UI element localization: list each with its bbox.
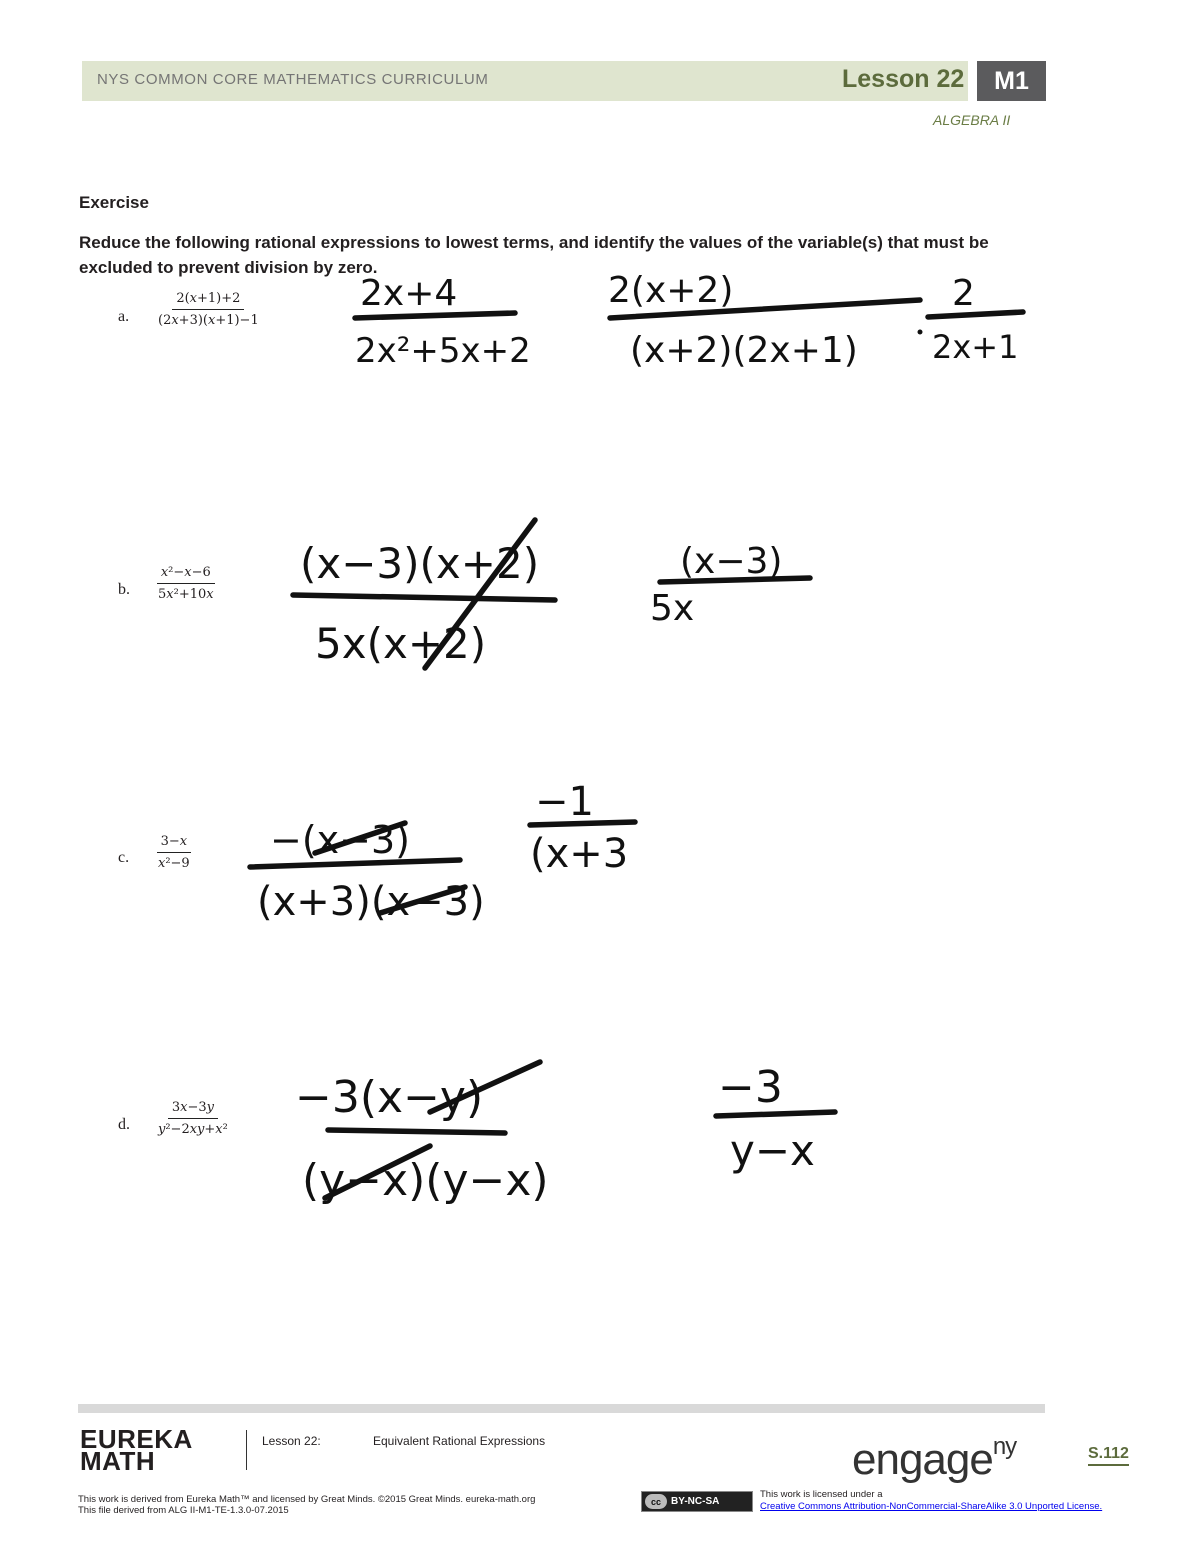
a-step2-numerator: 2(x+2) xyxy=(608,270,734,311)
curriculum-title: NYS COMMON CORE MATHEMATICS CURRICULUM xyxy=(97,71,489,88)
cc-badge-label: BY-NC-SA xyxy=(671,1496,720,1507)
a-step1-numerator: 2x+4 xyxy=(360,273,458,314)
b-final-numerator: (x−3) xyxy=(680,541,783,582)
exercise-title: Exercise xyxy=(79,193,149,212)
d-step1-bar xyxy=(328,1130,505,1133)
problem-a-numerator: 2(𝑥+1)+2 xyxy=(172,291,244,310)
problem-c-denominator: 𝑥²−9 xyxy=(158,856,190,871)
b-step1-denominator: 5x(x+2) xyxy=(315,619,487,668)
c-final-numerator: −1 xyxy=(535,779,594,825)
c-step1-numerator: −(x−3) xyxy=(270,818,410,862)
d-final-denominator: y−x xyxy=(730,1126,815,1175)
derived-line-1: This work is derived from Eureka Math™ and licensed by Great Minds. ©2015 Great Minds. eureka-math.org xyxy=(78,1494,536,1505)
footer-lesson: Lesson 22: xyxy=(262,1434,321,1448)
problem-a-label: a. xyxy=(118,308,130,325)
lesson-number: Lesson 22 xyxy=(842,65,965,93)
license-line-1: This work is licensed under a xyxy=(760,1489,883,1500)
c-step1-denominator: (x+3)(x−3) xyxy=(257,879,485,925)
a-step2-denominator: (x+2)(2x+1) xyxy=(630,330,858,371)
problem-c-handwriting xyxy=(245,775,685,935)
engage-ny: ny xyxy=(992,1433,1017,1460)
footer-rule xyxy=(78,1404,1045,1413)
problem-d-label: d. xyxy=(118,1116,130,1133)
problem-a-fraction xyxy=(154,291,263,328)
engage-text: engage xyxy=(852,1435,993,1484)
b-step1-bar xyxy=(293,595,555,600)
course-name: ALGEBRA II xyxy=(933,112,1011,128)
page-number: S.112 xyxy=(1088,1445,1129,1466)
problem-b-numerator: 𝑥²−𝑥−6 xyxy=(157,565,215,584)
d-final-numerator: −3 xyxy=(718,1062,783,1113)
b-step1-numerator: (x−3)(x+2) xyxy=(300,539,540,588)
footer-topic: Equivalent Rational Expressions xyxy=(373,1434,546,1448)
eureka-math-logo xyxy=(80,1424,193,1476)
problem-b-fraction xyxy=(154,565,218,602)
problem-b-handwriting xyxy=(285,510,825,680)
footer-separator xyxy=(246,1430,247,1470)
problem-d-denominator: 𝑦²−2𝑥𝑦+𝑥² xyxy=(158,1122,228,1137)
d-step1-numerator: −3(x−y) xyxy=(295,1072,484,1123)
problem-a-handwriting xyxy=(340,270,1040,380)
problem-d-handwriting xyxy=(290,1050,870,1220)
problem-b-denominator: 5𝑥²+10𝑥 xyxy=(158,587,214,602)
problem-a-denominator: (2𝑥+3)(𝑥+1)−1 xyxy=(158,313,259,328)
c-final-bar xyxy=(530,822,635,825)
license-link[interactable]: Creative Commons Attribution-NonCommercial-ShareAlike 3.0 Unported License. xyxy=(760,1501,1103,1512)
derived-notice xyxy=(78,1494,535,1516)
engageny-logo xyxy=(852,1422,1016,1485)
module-badge: M1 xyxy=(977,61,1046,101)
cc-icon: cc xyxy=(645,1494,667,1509)
logo-line-2: MATH xyxy=(80,1446,156,1476)
b-final-denominator: 5x xyxy=(650,588,695,629)
derived-line-2: This file derived from ALG II-M1-TE-1.3.0-07.2015 xyxy=(78,1505,289,1516)
problem-c-numerator: 3−𝑥 xyxy=(157,834,192,853)
logo-line-1: EUREKA xyxy=(80,1424,193,1454)
d-step1-denominator: (y−x)(y−x) xyxy=(302,1155,549,1206)
problem-d-fraction xyxy=(154,1100,232,1137)
problem-c-fraction xyxy=(154,834,194,871)
a-final-denominator: 2x+1 xyxy=(932,328,1019,366)
instructions-text: Reduce the following rational expressions to lowest terms, and identify the values of the variable(s) that must be excluded to prevent division by zero. xyxy=(79,233,989,277)
c-final-denominator: (x+3 xyxy=(530,831,629,877)
cc-license-badge[interactable] xyxy=(641,1491,753,1512)
a-step1-denominator: 2x²+5x+2 xyxy=(355,331,531,371)
license-notice xyxy=(760,1489,1102,1513)
problem-c-label: c. xyxy=(118,849,130,866)
a-final-bar xyxy=(928,312,1023,317)
problem-d-numerator: 3𝑥−3𝑦 xyxy=(168,1100,218,1119)
a-final-numerator: 2 xyxy=(952,273,975,314)
a-multiply-dot xyxy=(918,330,923,335)
problem-b-label: b. xyxy=(118,581,130,598)
